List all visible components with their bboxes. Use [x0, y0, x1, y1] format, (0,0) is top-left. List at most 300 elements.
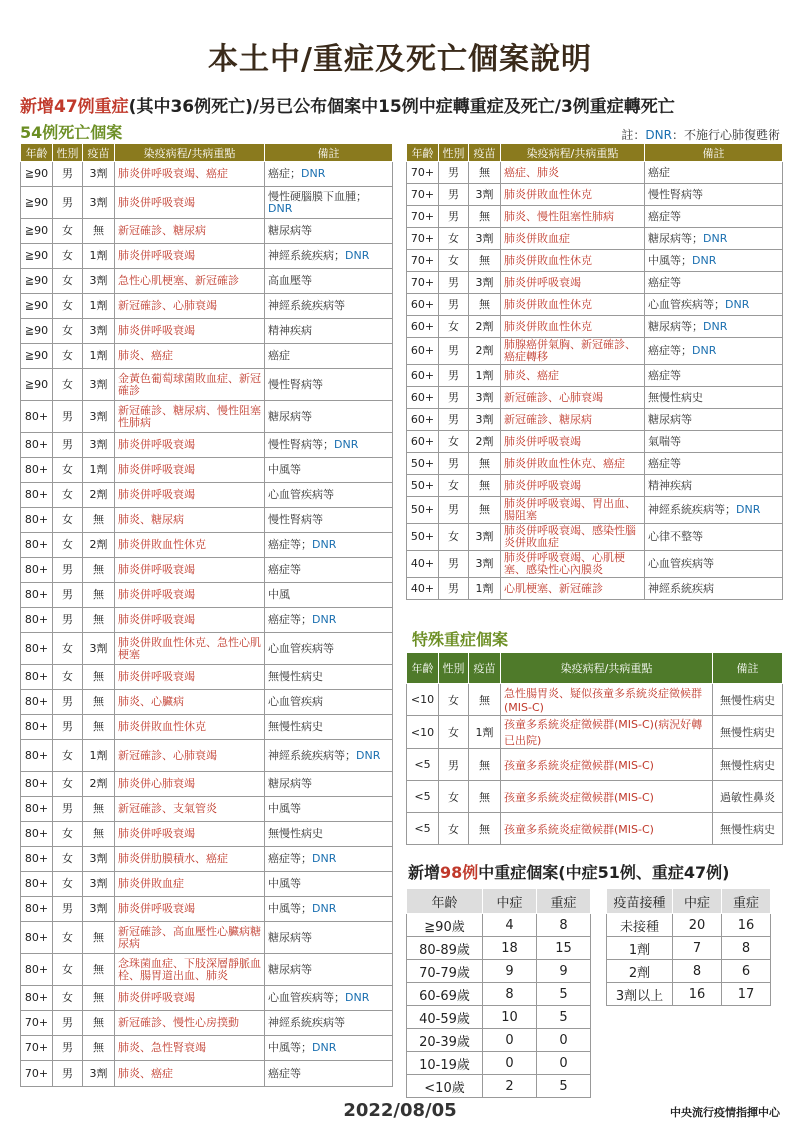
table-row [407, 206, 783, 228]
cell-sex: 男 [53, 715, 83, 740]
remark-text: 中風等 [268, 463, 301, 476]
cell-age: <5 [407, 749, 439, 781]
cell-sex: 女 [53, 665, 83, 690]
cell-age: 70+ [407, 162, 439, 184]
vaccine-header-0: 疫苗接種 [607, 889, 673, 914]
header-sex: 性別 [53, 144, 83, 162]
cell-vaccine: 無 [83, 986, 115, 1011]
cell-process: 肺炎併呼吸衰竭 [115, 665, 265, 690]
cell-vaccine: 無 [469, 206, 501, 228]
cell-vaccine: 無 [83, 558, 115, 583]
cell-age: 50+ [407, 497, 439, 524]
remark-dnr: DNR [312, 538, 337, 551]
cell-remark [645, 162, 783, 184]
cell-sex: 男 [53, 583, 83, 608]
cell-sex: 女 [53, 344, 83, 369]
cell-age: 80+ [21, 433, 53, 458]
cell-vaccine: 3劑 [83, 897, 115, 922]
remark-text: 糖尿病等 [268, 224, 312, 237]
cell-vaccine: 2劑 [469, 431, 501, 453]
table-row [407, 983, 591, 1006]
cell-vaccine: 3劑 [469, 387, 501, 409]
remark-dnr: DNR [312, 852, 337, 865]
vaccine-cell-0: 2劑 [607, 960, 673, 983]
cell-vaccine: 無 [469, 497, 501, 524]
age-cell-0: 60-69歲 [407, 983, 483, 1006]
vaccine-cell-2: 17 [722, 983, 771, 1006]
cell-process: 肺炎併呼吸衰竭、癌症 [115, 162, 265, 187]
cell-age: 80+ [21, 772, 53, 797]
table-row [407, 316, 783, 338]
cell-vaccine: 無 [83, 665, 115, 690]
age-cell-0: 40-59歲 [407, 1006, 483, 1029]
cell-process: 肺炎併呼吸衰竭 [115, 319, 265, 344]
cell-process: 肺炎併呼吸衰竭 [115, 897, 265, 922]
table-row [407, 387, 783, 409]
cell-age: 80+ [21, 583, 53, 608]
cell-process: 肺炎併呼吸衰竭 [115, 608, 265, 633]
table-row [407, 813, 783, 845]
table-row [407, 578, 783, 600]
cell-remark [645, 338, 783, 365]
remark-text: 癌症等； [268, 613, 312, 626]
table-row [407, 338, 783, 365]
cell-process: 新冠確診、糖尿病、慢性阻塞性肺病 [115, 401, 265, 433]
cell-vaccine: 3劑 [83, 369, 115, 401]
table-row [21, 772, 393, 797]
header-process: 染疫病程/共病重點 [115, 144, 265, 162]
table-row [21, 897, 393, 922]
remark-text: 慢性腎病等 [268, 377, 323, 391]
new-cases-count: 98例 [440, 863, 479, 882]
remark-text: 無慢性病史 [268, 827, 323, 840]
cell-remark [265, 219, 393, 244]
cell-remark [645, 453, 783, 475]
cell-remark [645, 431, 783, 453]
cell-vaccine: 無 [83, 954, 115, 986]
vaccine-header-2: 重症 [722, 889, 771, 914]
age-cell-0: ≧90歲 [407, 914, 483, 937]
remark-text: 癌症等 [648, 456, 681, 470]
cell-process: 肺炎併肋膜積水、癌症 [115, 847, 265, 872]
table-row [407, 475, 783, 497]
cell-sex: 男 [53, 1061, 83, 1087]
special-table [406, 652, 783, 845]
table-row [407, 524, 783, 551]
table-row [21, 369, 393, 401]
cell-process: 肺炎併呼吸衰竭 [115, 244, 265, 269]
subtitle [20, 92, 675, 117]
cell-process: 肺炎併呼吸衰竭、感染性腦炎併敗血症 [501, 524, 645, 551]
table-row [21, 433, 393, 458]
remark-text: 無慢性病史 [648, 390, 703, 404]
remark-text: 慢性硬腦膜下血腫； [268, 189, 367, 203]
cell-sex: 女 [53, 508, 83, 533]
cell-remark [265, 269, 393, 294]
header-vaccine: 疫苗 [469, 144, 501, 162]
cell-age: <5 [407, 813, 439, 845]
remark-dnr: DNR [312, 1041, 337, 1054]
cell-vaccine: 2劑 [469, 316, 501, 338]
cell-vaccine: 無 [469, 250, 501, 272]
cell-remark [265, 1061, 393, 1087]
age-table [406, 888, 591, 1098]
cell-vaccine: 無 [83, 715, 115, 740]
cell-process: 肺炎併呼吸衰竭 [115, 558, 265, 583]
cell-process: 新冠確診、高血壓性心臟病糖尿病 [115, 922, 265, 954]
remark-dnr: DNR [736, 503, 761, 516]
cell-sex: 女 [53, 986, 83, 1011]
remark-text: 癌症等； [648, 344, 692, 357]
cell-vaccine: 3劑 [469, 551, 501, 578]
cell-age: 80+ [21, 533, 53, 558]
cell-remark: 無慢性病史 [713, 684, 783, 716]
table-row [407, 228, 783, 250]
cell-age: 50+ [407, 475, 439, 497]
cell-vaccine: 無 [469, 684, 501, 716]
cell-remark [645, 524, 783, 551]
table-row [21, 219, 393, 244]
table-row [407, 272, 783, 294]
table-row [407, 365, 783, 387]
cell-vaccine: 無 [469, 294, 501, 316]
cell-process: 孩童多系統炎症徵候群(MIS-C) [501, 781, 713, 813]
remark-text: 心血管疾病等 [268, 641, 334, 655]
cell-sex: 男 [53, 608, 83, 633]
cell-vaccine: 3劑 [83, 401, 115, 433]
header-vaccine: 疫苗 [83, 144, 115, 162]
header-process: 染疫病程/共病重點 [501, 144, 645, 162]
cell-sex: 男 [439, 338, 469, 365]
table-row [407, 716, 783, 749]
cell-process: 肺炎併敗血性休克 [115, 533, 265, 558]
cell-age: 40+ [407, 578, 439, 600]
cell-age: 80+ [21, 986, 53, 1011]
cell-age: 80+ [21, 954, 53, 986]
header-age: 年齡 [407, 653, 439, 684]
cell-vaccine: 1劑 [83, 458, 115, 483]
cell-remark [265, 690, 393, 715]
cell-age: ≧90 [21, 269, 53, 294]
cell-remark [645, 272, 783, 294]
cell-remark [265, 401, 393, 433]
table-row [21, 872, 393, 897]
cell-sex: 男 [53, 897, 83, 922]
cell-sex: 男 [439, 162, 469, 184]
cell-vaccine: 3劑 [83, 319, 115, 344]
cell-remark [265, 608, 393, 633]
cell-vaccine: 3劑 [83, 847, 115, 872]
cell-age: 80+ [21, 633, 53, 665]
cell-remark [265, 633, 393, 665]
subtitle-rest: (其中36例死亡)/另已公布個案中15例中症轉重症及死亡/3例重症轉死亡 [128, 97, 675, 117]
cell-age: 80+ [21, 608, 53, 633]
cell-age: <10 [407, 684, 439, 716]
cell-process: 肺炎併敗血性休克、癌症 [501, 453, 645, 475]
cell-process: 金黃色葡萄球菌敗血症、新冠確診 [115, 369, 265, 401]
table-row [21, 1061, 393, 1087]
cell-vaccine: 無 [83, 508, 115, 533]
cell-vaccine: 3劑 [83, 433, 115, 458]
age-cell-2: 5 [537, 983, 591, 1006]
cell-remark [645, 578, 783, 600]
remark-dnr: DNR [268, 201, 293, 215]
table-row [21, 954, 393, 986]
cell-process: 肺炎併呼吸衰竭 [501, 272, 645, 294]
table-row [407, 453, 783, 475]
cell-age: 70+ [407, 184, 439, 206]
cell-sex: 女 [53, 269, 83, 294]
table-row [407, 1075, 591, 1098]
table-row [607, 914, 771, 937]
remark-dnr: DNR [345, 991, 370, 1004]
cell-age: ≧90 [21, 187, 53, 219]
header-age: 年齡 [407, 144, 439, 162]
remark-dnr: DNR [312, 613, 337, 626]
table-row [407, 1006, 591, 1029]
header-process: 染疫病程/共病重點 [501, 653, 713, 684]
remark-dnr: DNR [692, 344, 717, 357]
remark-text: 心血管疾病等 [648, 557, 714, 570]
cell-sex: 男 [53, 1036, 83, 1061]
cell-sex: 女 [439, 524, 469, 551]
table-row [21, 1011, 393, 1036]
note-suffix: ：不施行心肺復甦術 [671, 128, 780, 142]
cell-age: 60+ [407, 338, 439, 365]
cell-remark [265, 187, 393, 219]
cell-process: 新冠確診、糖尿病 [501, 409, 645, 431]
cell-age: 80+ [21, 458, 53, 483]
table-row [407, 162, 783, 184]
age-cell-1: 0 [483, 1029, 537, 1052]
remark-dnr: DNR [334, 438, 359, 451]
remark-dnr: DNR [356, 748, 381, 762]
cell-remark: 無慢性病史 [713, 716, 783, 749]
remark-text: 中風等； [268, 902, 312, 915]
cell-remark [265, 458, 393, 483]
cell-remark [265, 715, 393, 740]
remark-text: 精神疾病 [268, 324, 312, 337]
remark-text: 癌症等 [648, 275, 681, 289]
cell-process: 肺炎併呼吸衰竭 [501, 475, 645, 497]
age-cell-2: 15 [537, 937, 591, 960]
cell-vaccine: 無 [83, 690, 115, 715]
remark-text: 神經系統疾病等 [268, 1016, 345, 1029]
special-title: 特殊重症個案 [412, 630, 509, 649]
remark-text: 慢性腎病等 [268, 513, 323, 526]
table-row [407, 294, 783, 316]
cell-vaccine: 無 [83, 1036, 115, 1061]
remark-text: 糖尿病等 [268, 777, 312, 790]
table-row [21, 847, 393, 872]
cell-sex: 男 [439, 184, 469, 206]
cell-process: 肺炎併呼吸衰竭 [115, 458, 265, 483]
cell-vaccine: 1劑 [83, 344, 115, 369]
header-remark: 備註 [645, 144, 783, 162]
table-row [607, 983, 771, 1006]
cell-age: 60+ [407, 431, 439, 453]
table-row [21, 1036, 393, 1061]
remark-text: 慢性腎病等 [648, 187, 703, 201]
cell-age: 80+ [21, 665, 53, 690]
table-row [21, 608, 393, 633]
new-cases-pre: 新增 [408, 863, 441, 882]
remark-text: 癌症； [268, 167, 301, 180]
cell-remark [645, 551, 783, 578]
remark-text: 心血管疾病等； [648, 297, 725, 311]
cell-process: 肺炎、癌症 [115, 1061, 265, 1087]
table-row [21, 533, 393, 558]
cell-age: ≧90 [21, 319, 53, 344]
cell-vaccine: 3劑 [83, 269, 115, 294]
page-title: 本土中/重症及死亡個案說明 [208, 42, 592, 77]
remark-text: 癌症等 [648, 368, 681, 382]
remark-text: 心血管疾病等 [268, 488, 334, 501]
remark-text: 糖尿病等； [648, 319, 703, 333]
cell-process: 肺炎併呼吸衰竭 [115, 483, 265, 508]
cell-remark [645, 316, 783, 338]
cell-sex: 男 [53, 187, 83, 219]
table-row [21, 401, 393, 433]
cell-vaccine: 無 [469, 475, 501, 497]
cell-sex: 女 [439, 716, 469, 749]
vaccine-cell-2: 6 [722, 960, 771, 983]
cell-age: 70+ [407, 250, 439, 272]
cell-vaccine: 無 [469, 453, 501, 475]
cell-age: 60+ [407, 409, 439, 431]
remark-text: 中風等 [268, 802, 301, 815]
cell-vaccine: 3劑 [469, 184, 501, 206]
cell-vaccine: 1劑 [83, 740, 115, 772]
cell-process: 肺炎併呼吸衰竭 [115, 187, 265, 219]
cell-age: 80+ [21, 847, 53, 872]
cell-sex: 男 [439, 453, 469, 475]
table-row [21, 715, 393, 740]
cell-process: 肺炎併敗血性休克 [501, 294, 645, 316]
table-row [407, 431, 783, 453]
table-row [21, 922, 393, 954]
cell-age: 80+ [21, 872, 53, 897]
cell-process: 新冠確診、心肺衰竭 [501, 387, 645, 409]
cell-age: 50+ [407, 524, 439, 551]
remark-text: 中風 [268, 588, 290, 601]
age-header-1: 中症 [483, 889, 537, 914]
header-remark: 備註 [713, 653, 783, 684]
cell-vaccine: 3劑 [83, 1061, 115, 1087]
remark-text: 神經系統疾病等； [648, 503, 736, 516]
cell-remark [265, 369, 393, 401]
cell-sex: 女 [53, 219, 83, 244]
cell-vaccine: 無 [469, 813, 501, 845]
cell-sex: 女 [439, 250, 469, 272]
cell-process: 肺炎併敗血症 [501, 228, 645, 250]
cell-sex: 男 [53, 433, 83, 458]
age-cell-2: 5 [537, 1006, 591, 1029]
cell-vaccine: 無 [83, 797, 115, 822]
cell-age: 70+ [407, 206, 439, 228]
table-row [21, 483, 393, 508]
table-row [21, 665, 393, 690]
cell-sex: 女 [439, 316, 469, 338]
table-row [407, 497, 783, 524]
cell-process: 新冠確診、慢性心房撲動 [115, 1011, 265, 1036]
table-row [407, 960, 591, 983]
remark-text: 無慢性病史 [268, 670, 323, 683]
vaccine-cell-1: 7 [673, 937, 722, 960]
table-row [21, 294, 393, 319]
cell-vaccine: 3劑 [83, 872, 115, 897]
age-cell-0: <10歲 [407, 1075, 483, 1098]
cell-age: 40+ [407, 551, 439, 578]
cell-sex: 男 [439, 206, 469, 228]
cell-vaccine: 無 [83, 583, 115, 608]
table-row [21, 508, 393, 533]
cell-remark [265, 558, 393, 583]
remark-text: 癌症等 [268, 563, 301, 576]
cell-age: 70+ [21, 1036, 53, 1061]
age-cell-0: 80-89歲 [407, 937, 483, 960]
remark-text: 糖尿病等 [268, 962, 312, 976]
vaccine-cell-0: 3劑以上 [607, 983, 673, 1006]
cell-age: 70+ [407, 272, 439, 294]
remark-text: 精神疾病 [648, 478, 692, 492]
cell-age: 80+ [21, 690, 53, 715]
subtitle-count: 47例重症 [54, 97, 129, 117]
remark-dnr: DNR [692, 253, 717, 267]
cell-process: 肺炎併呼吸衰竭 [115, 986, 265, 1011]
cell-remark [265, 847, 393, 872]
age-cell-1: 10 [483, 1006, 537, 1029]
cell-remark [645, 475, 783, 497]
table-row [21, 690, 393, 715]
cell-process: 孩童多系統炎症徵候群(MIS-C)(病況好轉已出院) [501, 716, 713, 749]
cell-process: 肺炎、心臟病 [115, 690, 265, 715]
cell-sex: 女 [53, 633, 83, 665]
cell-sex: 女 [53, 319, 83, 344]
remark-dnr: DNR [345, 249, 370, 262]
remark-text: 糖尿病等； [648, 231, 703, 245]
cell-sex: 女 [53, 847, 83, 872]
cell-remark [265, 954, 393, 986]
cell-process: 肺炎併敗血性休克 [501, 250, 645, 272]
cell-vaccine: 1劑 [83, 244, 115, 269]
cell-remark [265, 1036, 393, 1061]
cell-vaccine: 1劑 [469, 716, 501, 749]
cell-age: <5 [407, 781, 439, 813]
cell-process: 急性腸胃炎、疑似孩童多系統炎症徵候群(MIS-C) [501, 684, 713, 716]
vaccine-cell-1: 20 [673, 914, 722, 937]
age-cell-1: 9 [483, 960, 537, 983]
cell-vaccine: 2劑 [83, 772, 115, 797]
table-row [21, 344, 393, 369]
table-row [407, 937, 591, 960]
remark-text: 高血壓等 [268, 274, 312, 287]
header-remark: 備註 [265, 144, 393, 162]
table-row [407, 184, 783, 206]
age-cell-2: 8 [537, 914, 591, 937]
cell-sex: 女 [53, 954, 83, 986]
cell-sex: 男 [53, 558, 83, 583]
cell-vaccine: 無 [83, 1011, 115, 1036]
cell-sex: 男 [439, 272, 469, 294]
cell-process: 肺炎、急性腎衰竭 [115, 1036, 265, 1061]
deaths-table-left [20, 143, 393, 1087]
cell-sex: 女 [439, 431, 469, 453]
cell-age: ≧90 [21, 294, 53, 319]
cell-sex: 女 [53, 922, 83, 954]
cell-vaccine: 1劑 [469, 578, 501, 600]
age-header-0: 年齡 [407, 889, 483, 914]
